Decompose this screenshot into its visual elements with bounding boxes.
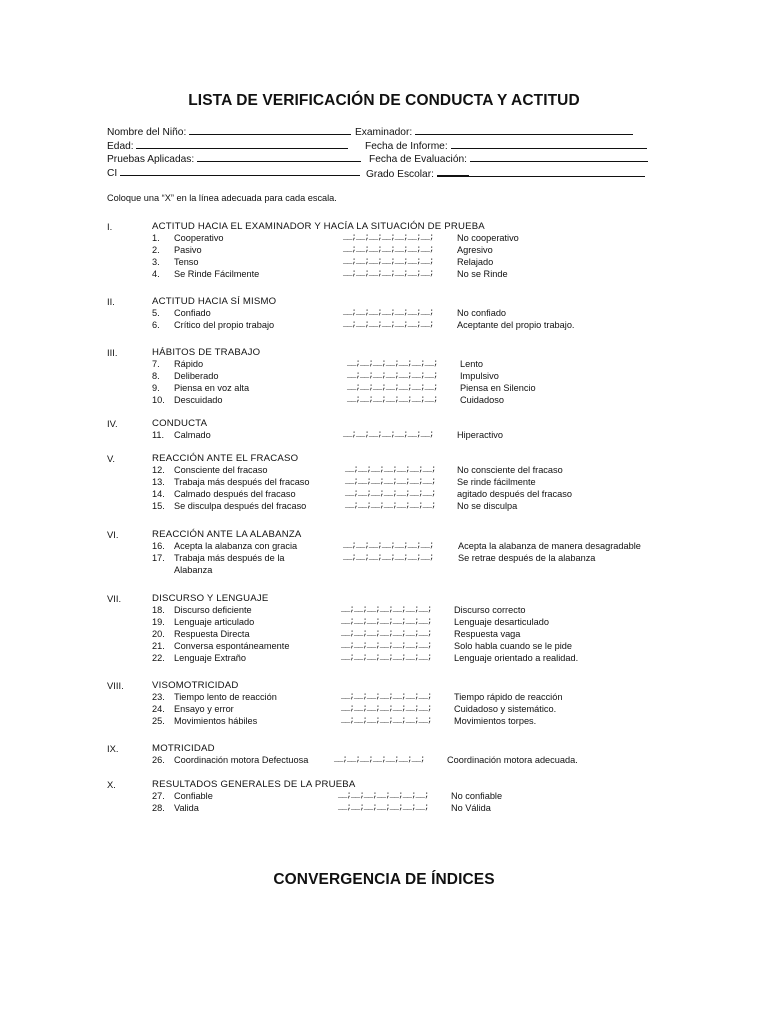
rating-scale-line[interactable]: __;__;__;__;__;__;__; xyxy=(343,308,434,317)
item-left-label: Respuesta Directa xyxy=(174,628,250,639)
section-number: VIII. xyxy=(107,680,124,691)
rating-scale-line[interactable]: __;__;__;__;__;__;__; xyxy=(343,552,434,562)
item-number: 10. xyxy=(152,394,165,405)
checklist-item xyxy=(0,233,768,245)
item-right-label: Cuidadoso xyxy=(460,394,504,405)
checklist-item xyxy=(0,791,768,803)
item-number: 2. xyxy=(152,244,160,255)
checklist-item xyxy=(0,704,768,716)
rating-scale-line[interactable]: __;__;__;__;__;__;__; xyxy=(343,430,434,439)
item-left-label: Tenso xyxy=(174,256,199,267)
item-number: 25. xyxy=(152,715,165,726)
checklist-item xyxy=(0,489,768,501)
item-left-label: Conversa espontáneamente xyxy=(174,640,290,651)
item-left-label: Trabaja más después de la xyxy=(174,552,285,563)
checklist-item xyxy=(0,605,768,617)
section-title: VISOMOTRICIDAD xyxy=(152,680,239,691)
rating-scale-line[interactable]: __;__;__;__;__;__;__; xyxy=(341,616,432,626)
item-number: 22. xyxy=(152,652,165,663)
item-right-label: Lento xyxy=(460,359,483,369)
section-title: ACTITUD HACIA SÍ MISMO xyxy=(152,296,277,307)
item-right-label: No se disculpa xyxy=(457,500,518,511)
rating-scale-line[interactable]: __;__;__;__;__;__;__; xyxy=(347,370,438,380)
rating-scale-line[interactable]: __;__;__;__;__;__;__; xyxy=(343,256,434,266)
section-title: REACCIÓN ANTE EL FRACASO xyxy=(152,453,299,464)
checklist-item xyxy=(0,395,768,407)
item-number: 19. xyxy=(152,616,165,627)
checklist-item xyxy=(0,641,768,653)
item-number: 17. xyxy=(152,552,165,563)
item-number: 26. xyxy=(152,755,165,765)
field-examinador xyxy=(355,125,633,138)
item-right-label: agitado después del fracaso xyxy=(457,488,572,499)
item-right-label: Piensa en Silencio xyxy=(460,382,536,393)
item-left-label: Tiempo lento de reacción xyxy=(174,692,277,702)
item-left-label: Consciente del fracaso xyxy=(174,465,268,475)
item-number: 13. xyxy=(152,476,165,487)
field-grado xyxy=(366,166,645,180)
field-fecha-evaluacion xyxy=(369,152,648,165)
item-number: 1. xyxy=(152,233,160,243)
item-number: 9. xyxy=(152,382,160,393)
item-right-label: Respuesta vaga xyxy=(454,628,521,639)
rating-scale-line[interactable]: __;__;__;__;__;__;__; xyxy=(343,244,434,254)
item-right-label: Relajado xyxy=(457,256,494,267)
checklist-item xyxy=(0,653,768,665)
rating-scale-line[interactable]: __;__;__;__;__;__;__; xyxy=(347,359,438,368)
section-number: VII. xyxy=(107,593,122,604)
section-title: RESULTADOS GENERALES DE LA PRUEBA xyxy=(152,779,356,790)
instructions: Coloque una “X” en la línea adecuada para cada escala. xyxy=(107,193,337,203)
item-left-label: Lenguaje articulado xyxy=(174,616,255,627)
checklist-item xyxy=(0,553,768,565)
field-edad xyxy=(107,139,348,152)
section-number: IV. xyxy=(107,418,118,429)
item-left-label: Descuidado xyxy=(174,394,223,405)
rating-scale-line[interactable]: __;__;__;__;__;__;__; xyxy=(343,233,434,242)
section-title: CONDUCTA xyxy=(152,418,208,429)
field-edad-line[interactable] xyxy=(136,139,348,149)
rating-scale-line[interactable]: __;__;__;__;__;__;__; xyxy=(338,791,429,800)
item-right-label: Se retrae después de la alabanza xyxy=(458,552,596,563)
item-number: 11. xyxy=(152,430,165,440)
field-edad-label: Edad: xyxy=(107,141,134,152)
checklist-item xyxy=(0,359,768,371)
rating-scale-line[interactable]: __;__;__;__;__;__;__; xyxy=(341,640,432,650)
field-nombre-line[interactable] xyxy=(189,125,351,135)
item-left-label: Discurso deficiente xyxy=(174,605,252,615)
checklist-item xyxy=(0,257,768,269)
checklist-item xyxy=(0,755,768,767)
item-right-label: Discurso correcto xyxy=(454,605,526,615)
checklist-item xyxy=(0,383,768,395)
field-pruebas-line[interactable] xyxy=(197,152,361,162)
item-left-label: Ensayo y error xyxy=(174,703,234,714)
rating-scale-line[interactable]: __;__;__;__;__;__;__; xyxy=(341,652,432,662)
rating-scale-line[interactable]: __;__;__;__;__;__;__; xyxy=(345,500,436,510)
item-right-label: Se rinde fácilmente xyxy=(457,476,536,487)
item-left-label: Alabanza xyxy=(174,564,213,575)
field-grado-line-short[interactable] xyxy=(437,166,469,177)
checklist-item xyxy=(0,629,768,641)
field-examinador-line[interactable] xyxy=(415,125,633,135)
checklist-item xyxy=(0,617,768,629)
checklist-item xyxy=(0,245,768,257)
field-grado-label: Grado Escolar: xyxy=(366,169,434,180)
item-right-label: No confiado xyxy=(457,308,507,318)
item-left-label: Valida xyxy=(174,802,199,813)
item-left-label: Calmado xyxy=(174,430,211,440)
rating-scale-line[interactable]: __;__;__;__;__;__;__; xyxy=(343,541,434,550)
field-nombre-label: Nombre del Niño: xyxy=(107,127,187,138)
rating-scale-line[interactable]: __;__;__;__;__;__;__; xyxy=(343,319,434,329)
section-number: V. xyxy=(107,453,115,464)
item-number: 3. xyxy=(152,256,160,267)
field-grado-line[interactable] xyxy=(469,167,645,177)
section-title: HÁBITOS DE TRABAJO xyxy=(152,347,261,358)
item-number: 12. xyxy=(152,465,165,475)
rating-scale-line[interactable]: __;__;__;__;__;__;__; xyxy=(347,382,438,392)
section-number: II. xyxy=(107,296,115,307)
item-left-label: Movimientos hábiles xyxy=(174,715,258,726)
item-left-label: Se Rinde Fácilmente xyxy=(174,268,260,279)
item-right-label: No consciente del fracaso xyxy=(457,465,563,475)
section-number: IX. xyxy=(107,743,119,754)
item-number: 24. xyxy=(152,703,165,714)
item-left-label: Trabaja más después del fracaso xyxy=(174,476,310,487)
item-right-label: No cooperativo xyxy=(457,233,519,243)
section-number: VI. xyxy=(107,529,119,540)
field-examinador-label: Examinador: xyxy=(355,127,413,138)
checklist-item xyxy=(0,565,768,577)
rating-scale-line[interactable]: __;__;__;__;__;__;__; xyxy=(341,703,432,713)
section-title: MOTRICIDAD xyxy=(152,743,215,754)
field-nombre xyxy=(107,125,351,138)
item-right-label: Tiempo rápido de reacción xyxy=(454,692,563,702)
field-ci-line[interactable] xyxy=(120,166,360,176)
rating-scale-line[interactable]: __;__;__;__;__;__;__; xyxy=(341,692,432,701)
checklist-item xyxy=(0,269,768,281)
item-right-label: No se Rinde xyxy=(457,268,508,279)
rating-scale-line[interactable]: __;__;__;__;__;__;__; xyxy=(341,715,432,725)
section-number: X. xyxy=(107,779,116,790)
checklist-item xyxy=(0,541,768,553)
item-number: 6. xyxy=(152,319,160,330)
item-number: 20. xyxy=(152,628,165,639)
rating-scale-line[interactable]: __;__;__;__;__;__;__; xyxy=(341,605,432,614)
item-number: 14. xyxy=(152,488,165,499)
checklist-item xyxy=(0,803,768,815)
section-title: REACCIÓN ANTE LA ALABANZA xyxy=(152,529,302,540)
item-right-label: Hiperactivo xyxy=(457,430,503,440)
item-left-label: Lenguaje Extraño xyxy=(174,652,247,663)
item-right-label: Lenguaje orientado a realidad. xyxy=(454,652,579,663)
field-fecha-informe-line[interactable] xyxy=(451,139,647,149)
item-number: 21. xyxy=(152,640,165,651)
item-right-label: Cuidadoso y sistemático. xyxy=(454,703,557,714)
item-left-label: Deliberado xyxy=(174,370,219,381)
section-title: ACTITUD HACIA EL EXAMINADOR Y HACÍA LA SITUACIÓN DE PRUEBA xyxy=(152,221,485,232)
field-fecha-evaluacion-label: Fecha de Evaluación: xyxy=(369,154,467,165)
item-number: 7. xyxy=(152,359,160,369)
item-number: 8. xyxy=(152,370,160,381)
checklist-item xyxy=(0,465,768,477)
item-right-label: Aceptante del propio trabajo. xyxy=(457,319,575,330)
section-number: III. xyxy=(107,347,118,358)
item-left-label: Rápido xyxy=(174,359,204,369)
item-left-label: Confiable xyxy=(174,791,213,801)
checklist-item xyxy=(0,320,768,332)
rating-scale-line[interactable]: __;__;__;__;__;__;__; xyxy=(345,476,436,486)
item-right-label: No confiable xyxy=(451,791,503,801)
item-left-label: Piensa en voz alta xyxy=(174,382,250,393)
item-left-label: Coordinación motora Defectuosa xyxy=(174,755,309,765)
item-number: 23. xyxy=(152,692,165,702)
field-pruebas xyxy=(107,152,361,165)
section-number: I. xyxy=(107,221,113,232)
item-right-label: Solo habla cuando se le pide xyxy=(454,640,572,651)
field-ci xyxy=(107,166,360,179)
rating-scale-line[interactable]: __;__;__;__;__;__;__; xyxy=(345,488,436,498)
item-right-label: Agresivo xyxy=(457,244,493,255)
checklist-item xyxy=(0,501,768,513)
field-fecha-evaluacion-line[interactable] xyxy=(470,152,648,162)
checklist-item xyxy=(0,692,768,704)
item-right-label: Lenguaje desarticulado xyxy=(454,616,550,627)
rating-scale-line[interactable]: __;__;__;__;__;__;__; xyxy=(343,268,434,278)
item-number: 5. xyxy=(152,308,160,318)
checklist-item xyxy=(0,716,768,728)
field-ci-label: CI xyxy=(107,168,118,179)
item-right-label: Impulsivo xyxy=(460,370,499,381)
item-number: 4. xyxy=(152,268,160,279)
item-right-label: Acepta la alabanza de manera desagradable xyxy=(458,541,641,551)
field-fecha-informe xyxy=(365,139,647,152)
item-number: 15. xyxy=(152,500,165,511)
checklist-item xyxy=(0,477,768,489)
rating-scale-line[interactable]: __;__;__;__;__;__;__; xyxy=(347,394,438,404)
item-left-label: Pasivo xyxy=(174,244,202,255)
item-number: 18. xyxy=(152,605,165,615)
item-right-label: Movimientos torpes. xyxy=(454,715,537,726)
item-left-label: Se disculpa después del fracaso xyxy=(174,500,307,511)
rating-scale-line[interactable]: __;__;__;__;__;__;__; xyxy=(338,802,429,812)
rating-scale-line[interactable]: __;__;__;__;__;__;__; xyxy=(334,755,425,764)
field-pruebas-label: Pruebas Aplicadas: xyxy=(107,154,195,165)
item-left-label: Crítico del propio trabajo xyxy=(174,319,275,330)
item-number: 16. xyxy=(152,541,165,551)
checklist-item xyxy=(0,430,768,442)
item-right-label: Coordinación motora adecuada. xyxy=(447,755,578,765)
document-title: LISTA DE VERIFICACIÓN DE CONDUCTA Y ACTITUD xyxy=(188,92,580,109)
checklist-item xyxy=(0,308,768,320)
item-left-label: Confiado xyxy=(174,308,211,318)
item-left-label: Acepta la alabanza con gracia xyxy=(174,541,298,551)
item-right-label: No Válida xyxy=(451,802,491,813)
item-number: 27. xyxy=(152,791,165,801)
checklist-item xyxy=(0,371,768,383)
item-number: 28. xyxy=(152,802,165,813)
rating-scale-line[interactable]: __;__;__;__;__;__;__; xyxy=(345,465,436,474)
field-fecha-informe-label: Fecha de Informe: xyxy=(365,141,448,152)
item-left-label: Calmado después del fracaso xyxy=(174,488,296,499)
section-title: DISCURSO Y LENGUAJE xyxy=(152,593,269,604)
section-title-convergencia: CONVERGENCIA DE ÍNDICES xyxy=(273,871,495,888)
item-left-label: Cooperativo xyxy=(174,233,224,243)
rating-scale-line[interactable]: __;__;__;__;__;__;__; xyxy=(341,628,432,638)
